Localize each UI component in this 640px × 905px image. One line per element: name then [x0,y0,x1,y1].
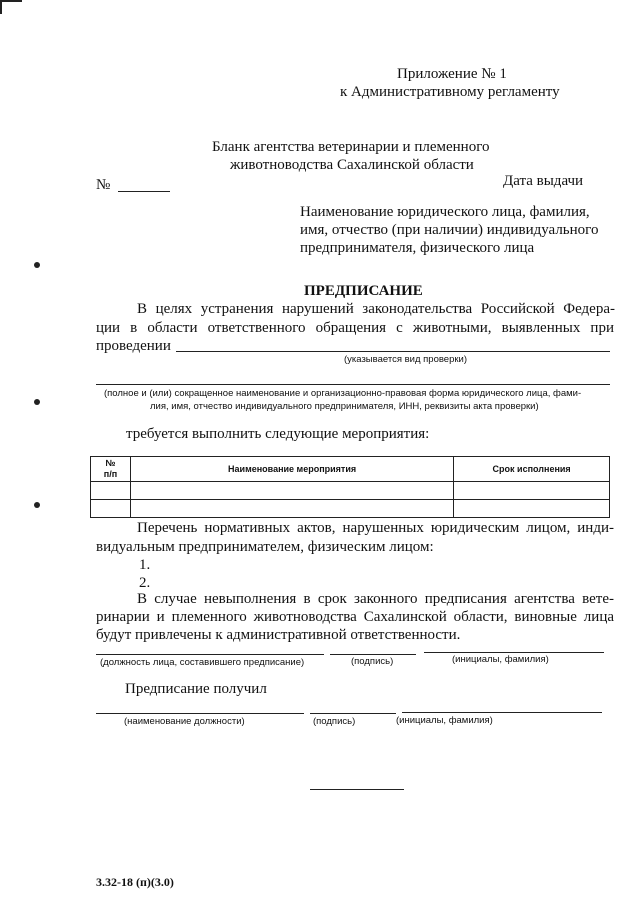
entity-name-hint-1: (полное и (или) сокращенное наименование и организационно-правовая форма юридического лица, фами- [104,388,582,399]
recipient-signature-hint: (подпись) [313,716,356,727]
issuer-signature-hint: (подпись) [351,656,394,667]
header-number: № п/п [91,457,131,482]
table-cell [130,500,453,518]
issuer-signature-line [330,654,416,655]
actions-table [90,456,610,518]
agency-line1: Бланк агентства ветеринарии и племенного [212,139,490,155]
inspection-type-hint: (указывается вид проверки) [344,354,467,365]
acts-item-2: 2. [139,575,151,591]
number-label: № [96,177,111,193]
table-row [91,482,610,500]
agency-line2: животноводства Сахалинской области [230,157,474,173]
table-cell [454,500,610,518]
intro-line3: проведении [96,338,171,354]
table-header-row [91,457,610,482]
inspection-type-line [176,351,610,352]
recipient-signature-line [310,713,396,714]
intro-line2: ции в области ответственного обращения с животными, выявленных при [96,320,614,336]
table-cell [130,482,453,500]
acts-item-1: 1. [139,557,151,573]
addressee-line2: имя, отчество (при наличии) индивидуального [300,222,599,238]
table-cell [454,482,610,500]
scan-corner-mark [0,0,22,2]
hole-punch-mark [34,262,40,268]
document-title: ПРЕДПИСАНИЕ [304,283,423,299]
table-row [91,500,610,518]
entity-name-line [96,384,610,385]
recipient-initials-line [402,712,602,713]
addressee-line3: предпринимателя, физического лица [300,240,535,256]
header-activity: Наименование мероприятия [130,457,453,482]
recipient-initials-hint: (инициалы, фамилия) [396,715,493,726]
number-field-line [118,191,170,192]
intro-line1: В целях устранения нарушений законодательства Российской Федера- [137,301,615,317]
required-actions-text: требуется выполнить следующие мероприятия: [126,426,430,442]
hole-punch-mark [34,399,40,405]
hole-punch-mark [34,502,40,508]
issuer-initials-line [424,652,604,653]
header-deadline: Срок исполнения [454,457,610,482]
warning-line2: ринарии и племенного животноводства Сахалинской области, виновные лица [96,609,614,625]
issue-date-label: Дата выдачи [503,173,584,189]
received-label: Предписание получил [125,681,267,697]
warning-line3: будут привлечены к административной ответственности. [96,627,461,643]
bottom-rule [310,789,404,790]
table-cell [91,482,131,500]
addressee-line1: Наименование юридического лица, фамилия, [300,204,590,220]
warning-line1: В случае невыполнения в срок законного предписания агентства вете- [137,591,614,607]
acts-line1: Перечень нормативных актов, нарушенных юридическим лицом, инди- [137,520,614,536]
issuer-position-hint: (должность лица, составившего предписание) [100,657,305,668]
recipient-position-hint: (наименование должности) [124,716,245,727]
issuer-initials-hint: (инициалы, фамилия) [452,654,549,665]
form-code: 3.32-18 (п)(3.0) [96,875,174,889]
entity-name-hint-2: лия, имя, отчество индивидуального предпринимателя, ИНН, реквизиты акта проверки) [150,401,539,412]
appendix-line1: Приложение № 1 [397,66,507,82]
table-cell [91,500,131,518]
recipient-position-line [96,713,304,714]
issuer-position-line [96,654,324,655]
acts-line2: видуальным предпринимателем, физическим лицом: [96,539,434,555]
scan-corner-mark [0,0,2,14]
appendix-line2: к Административному регламенту [340,84,560,100]
